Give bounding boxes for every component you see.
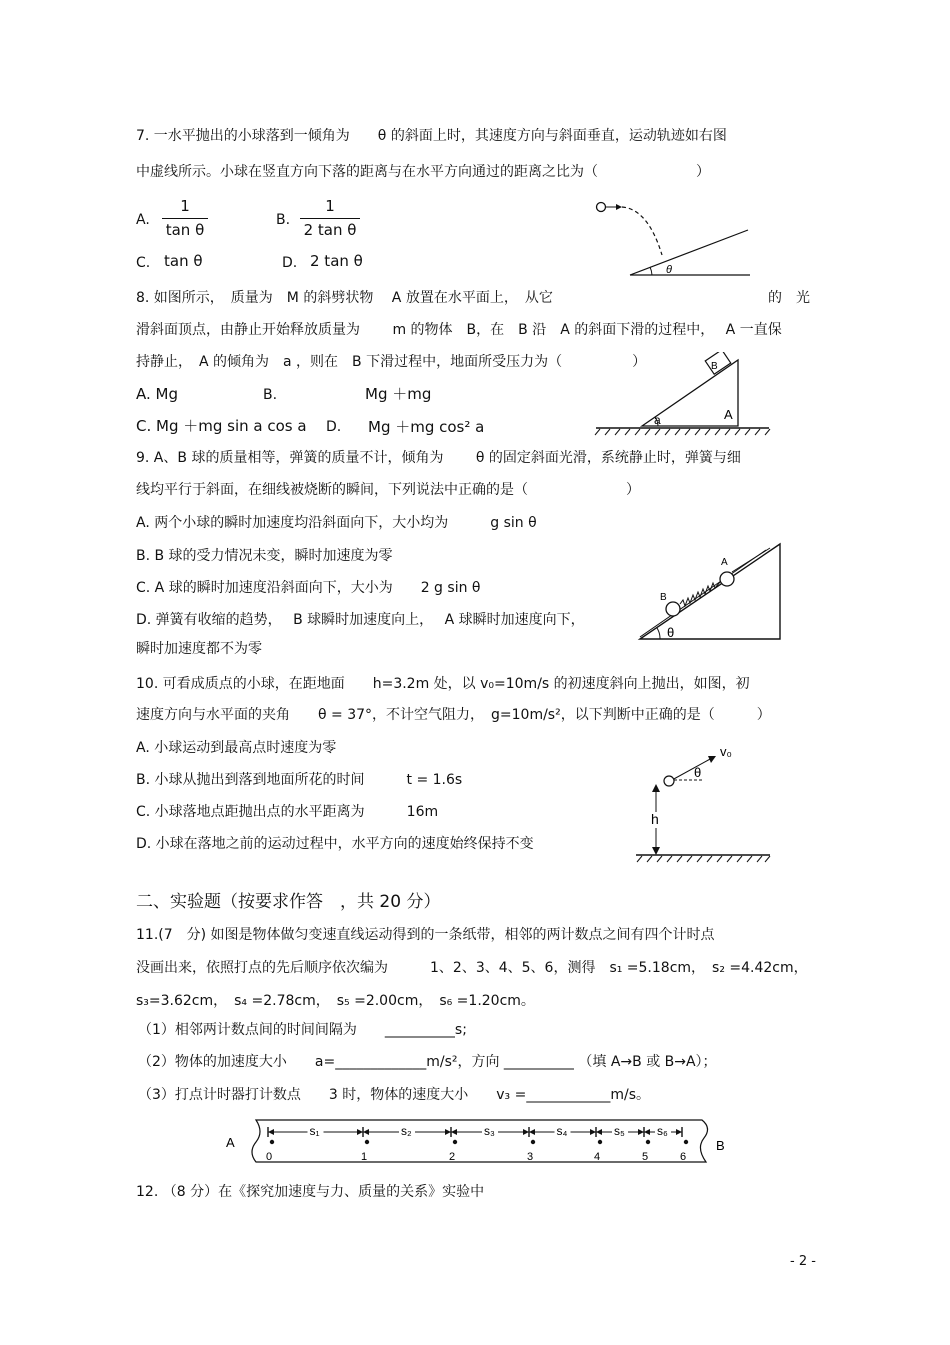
q8-option-b: Mg ＋mg xyxy=(365,385,432,403)
q7-projectile-figure xyxy=(590,195,760,285)
tape-dot xyxy=(646,1140,650,1144)
wedge-a-label: A xyxy=(724,407,733,422)
q7-option-b-numerator: 1 xyxy=(325,197,335,215)
segment-label: s₁ xyxy=(309,1124,320,1138)
q12-stem: 12. （8 分）在《探究加速度与力、质量的关系》实验中 xyxy=(136,1184,485,1200)
q8-stem-line1: 8. 如图所示， 质量为 M 的斜劈状物 A 放置在水平面上， 从它 xyxy=(136,290,553,306)
q7-option-c-value: tan θ xyxy=(164,252,203,270)
q7-option-b-label: B. xyxy=(276,212,291,228)
q7-option-c-label: C. xyxy=(136,255,151,271)
q8-stem-line2: 滑斜面顶点，由静止开始释放质量为 m 的物体 B，在 B 沿 A 的斜面下滑的过程中， A 一直保 xyxy=(136,322,782,338)
q7-option-a-label: A. xyxy=(136,212,150,228)
q7-stem-line1: 7. 一水平抛出的小球落到一倾角为 θ 的斜面上时，其速度方向与斜面垂直，运动轨迹如右图 xyxy=(136,128,727,144)
q9-option-d-line2: 瞬时加速度都不为零 xyxy=(136,641,262,657)
tape-dot xyxy=(598,1140,602,1144)
theta-label: θ xyxy=(667,625,675,640)
q10-option-b: B. 小球从抛出到落到地面所花的时间 t = 1.6s xyxy=(136,772,463,788)
tape-dot xyxy=(531,1140,535,1144)
q10-option-a: A. 小球运动到最高点时速度为零 xyxy=(136,740,337,756)
q7-option-b-denominator: 2 tan θ xyxy=(303,221,357,239)
point-label: 6 xyxy=(680,1151,687,1163)
segment-label: s₂ xyxy=(401,1124,412,1138)
fraction-bar xyxy=(300,218,360,219)
q11-ticker-tape-figure xyxy=(220,1114,740,1170)
q10-stem-line2: 速度方向与水平面的夹角 θ = 37°，不计空气阻力， g=10m/s²，以下判断中正确的是（ ） xyxy=(136,707,771,723)
q9-stem-line1: 9. A、B 球的质量相等，弹簧的质量不计，倾角为 θ 的固定斜面光滑，系统静止时，弹簧与细 xyxy=(136,450,741,466)
q11-part-1: （1）相邻两计数点间的时间间隔为 __________s; xyxy=(138,1022,467,1038)
theta-label: θ xyxy=(694,765,702,780)
point-label: 3 xyxy=(527,1151,534,1163)
q9-option-c: C. A 球的瞬时加速度沿斜面向下，大小为 2 g sin θ xyxy=(136,580,481,596)
q7-option-a-numerator: 1 xyxy=(180,197,190,215)
ball xyxy=(664,776,674,786)
q9-option-d-line1: D. 弹簧有收缩的趋势， B 球瞬时加速度向上， A 球瞬时加速度向下， xyxy=(136,612,585,628)
q7-option-d-label: D. xyxy=(282,255,298,271)
q11-stem-line1: 11.(7 分) 如图是物体做匀变速直线运动得到的一条纸带，相邻的两计数点之间有四个计时点 xyxy=(136,927,715,943)
angle-arc xyxy=(650,267,652,275)
point-label: 5 xyxy=(642,1151,649,1163)
q9-stem-line2: 线均平行于斜面，在细线被烧断的瞬间，下列说法中正确的是（ ） xyxy=(136,482,640,498)
segment-label: s₆ xyxy=(657,1124,668,1138)
incline-line xyxy=(630,230,748,275)
q7-option-a-denominator: tan θ xyxy=(165,221,205,239)
block-b-label: B xyxy=(711,361,718,372)
tape-dot xyxy=(684,1140,688,1144)
point-label: 1 xyxy=(361,1151,368,1163)
tape-dot xyxy=(270,1140,274,1144)
q8-stem-line1-end: 的 光 xyxy=(768,290,810,306)
tape-dot xyxy=(453,1140,457,1144)
v0-label: v₀ xyxy=(720,744,732,759)
q10-stem-line1: 10. 可看成质点的小球，在距地面 h=3.2m 处，以 v₀=10m/s 的初速度斜向上抛出，如图，初 xyxy=(136,676,750,692)
ground-hatching xyxy=(637,856,770,862)
segment-label: s₅ xyxy=(614,1124,625,1138)
q10-option-d: D. 小球在落地之前的运动过程中，水平方向的速度始终保持不变 xyxy=(136,836,534,852)
q8-option-d: Mg ＋mg cos² a xyxy=(368,418,485,436)
ball-b xyxy=(666,602,680,616)
q10-projectile-figure xyxy=(634,740,774,864)
q9-option-a: A. 两个小球的瞬时加速度均沿斜面向下，大小均为 g sin θ xyxy=(136,515,537,531)
q8-option-c: C. Mg ＋mg sin a cos a xyxy=(136,417,307,435)
trajectory-dashed xyxy=(622,207,662,255)
fraction-bar xyxy=(162,218,208,219)
q9-option-b: B. B 球的受力情况未变，瞬时加速度为零 xyxy=(136,548,393,564)
ball-a xyxy=(720,572,734,586)
q8-stem-line3: 持静止， A 的倾角为 a ，则在 B 下滑过程中，地面所受压力为（ ） xyxy=(136,354,647,370)
tape-dot xyxy=(365,1140,369,1144)
ball xyxy=(597,203,606,212)
point-label: 4 xyxy=(594,1151,601,1163)
tape-end-b-label: B xyxy=(716,1138,725,1153)
q8-option-b-label: B. xyxy=(263,387,278,403)
segment-label: s₃ xyxy=(484,1124,495,1138)
q11-part-3: （3）打点计时器打计数点 3 时，物体的速度大小 v₃ =____________m/s。 xyxy=(138,1087,650,1103)
q7-option-d-value: 2 tan θ xyxy=(310,252,363,270)
point-label: 0 xyxy=(266,1151,273,1163)
tape-end-a-label: A xyxy=(226,1135,235,1150)
ball-a-label: A xyxy=(721,557,728,568)
q7-option-a-fraction xyxy=(162,196,208,240)
theta-label: θ xyxy=(666,264,672,276)
segment-label: s₄ xyxy=(556,1124,568,1138)
page-number: - 2 - xyxy=(790,1254,816,1269)
q8-option-d-label: D. xyxy=(326,419,342,435)
section-2-heading: 二、实验题（按要求作答 ，共 20 分） xyxy=(136,892,441,912)
q8-option-a: A. Mg xyxy=(136,385,178,403)
q11-stem-line2: 没画出来，依照打点的先后顺序依次编为 1、2、3、4、5、6，测得 s₁ =5.18cm， s₂ =4.42cm， xyxy=(136,960,808,976)
arrowhead-up xyxy=(652,784,660,792)
ground-hatching xyxy=(595,429,770,435)
angle-a-label: a xyxy=(654,413,661,427)
h-label: h xyxy=(651,811,659,827)
point-label: 2 xyxy=(449,1151,456,1163)
q7-option-b-fraction xyxy=(300,196,360,240)
q11-stem-line3: s₃=3.62cm， s₄ =2.78cm， s₅ =2.00cm， s₆ =1.20cm。 xyxy=(136,993,535,1009)
arrowhead-down xyxy=(652,847,660,855)
ball-b-label: B xyxy=(660,592,667,603)
q9-spring-incline-figure xyxy=(636,540,786,644)
q7-stem-line2: 中虚线所示。小球在竖直方向下落的距离与在水平方向通过的距离之比为（ ） xyxy=(136,164,710,180)
q8-wedge-figure xyxy=(594,352,774,438)
q11-part-2: （2）物体的加速度大小 a=_____________m/s²，方向 __________ （填 A→B 或 B→A）； xyxy=(138,1054,717,1070)
q10-option-c: C. 小球落地点距抛出点的水平距离为 16m xyxy=(136,804,439,820)
velocity-vector xyxy=(672,758,712,780)
arrowhead xyxy=(616,204,622,210)
